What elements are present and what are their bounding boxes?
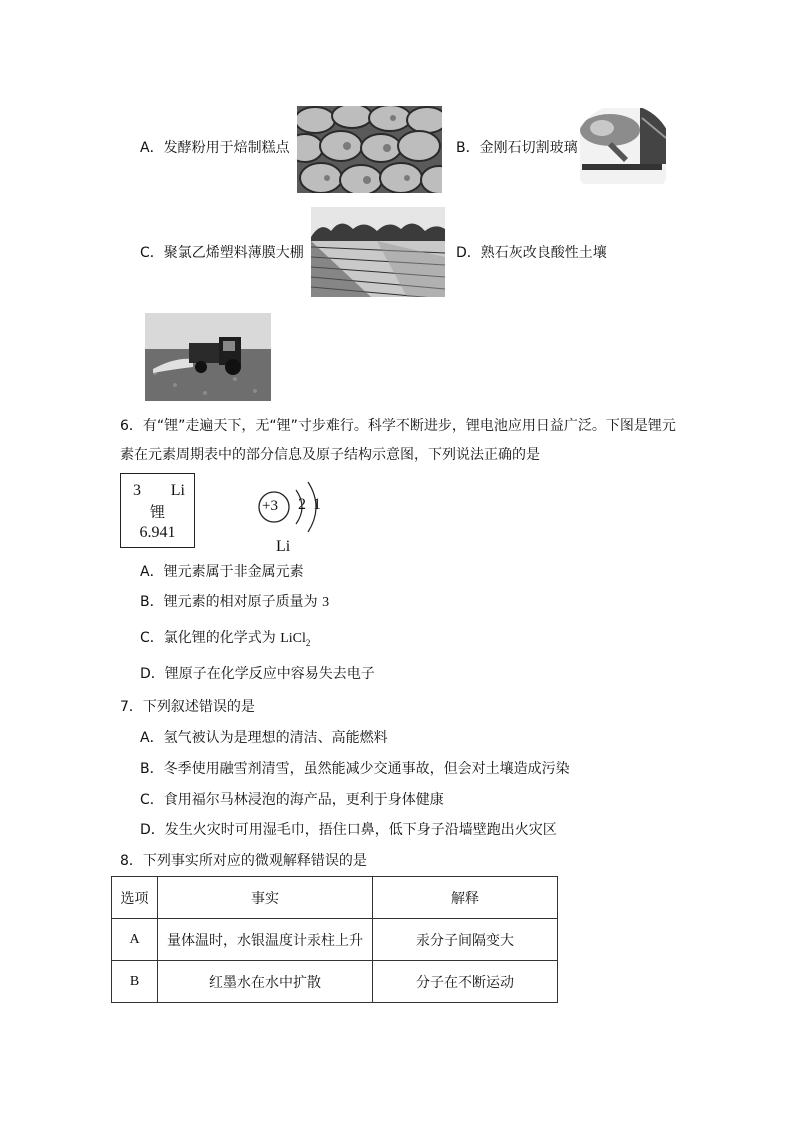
q7-stem: 7．下列叙述错误的是 — [120, 699, 255, 715]
element-symbol: Li — [170, 482, 185, 499]
atom-structure-diagram — [256, 476, 336, 562]
q6-option-b-text: B．锂元素的相对原子质量为 — [140, 594, 323, 610]
row-explanation: 分子在不断运动 — [373, 961, 558, 1003]
atom-label: Li — [276, 538, 291, 555]
q5-option-c: C．聚氯乙烯塑料薄膜大棚 — [140, 245, 304, 261]
tractor-field-photo — [145, 313, 271, 401]
q6-option-c — [140, 629, 310, 652]
q5-option-a: A．发酵粉用于焙制糕点 — [140, 140, 290, 156]
chemical-formula: LiCl — [280, 631, 306, 646]
formula-subscript: 2 — [305, 637, 311, 648]
q6-option-b-value: 3 — [322, 595, 330, 610]
table-header-row — [112, 877, 558, 919]
row-option: A — [112, 919, 158, 961]
header-explanation: 解释 — [373, 877, 558, 919]
q8-table — [111, 876, 558, 1003]
q7-option-d: D．发生火灾时可用湿毛巾，捂住口鼻，低下身子沿墙壁跑出火灾区 — [140, 822, 557, 838]
q6-stem-line2: 素在元素周期表中的部分信息及原子结构示意图，下列说法正确的是 — [120, 447, 540, 463]
q7-option-c: C．食用福尔马林浸泡的海产品，更利于身体健康 — [140, 792, 444, 808]
shell-1-electrons: 2 — [298, 496, 306, 513]
table-row — [112, 919, 558, 961]
row-option: B — [112, 961, 158, 1003]
element-name: 锂 — [149, 503, 165, 521]
q6-option-a: A．锂元素属于非金属元素 — [140, 564, 304, 580]
cookies-photo — [297, 106, 442, 193]
q7-option-a: A．氢气被认为是理想的清洁、高能燃料 — [140, 730, 388, 746]
q5-option-b: B．金刚石切割玻璃 — [456, 140, 578, 156]
q5-option-d: D．熟石灰改良酸性土壤 — [456, 245, 607, 261]
atomic-mass: 6.941 — [139, 524, 176, 541]
glass-cutting-photo — [580, 108, 666, 184]
row-fact: 红墨水在水中扩散 — [158, 961, 373, 1003]
row-explanation: 汞分子间隔变大 — [373, 919, 558, 961]
greenhouse-photo — [311, 207, 445, 297]
row-fact: 量体温时，水银温度计汞柱上升 — [158, 919, 373, 961]
q7-option-b: B．冬季使用融雪剂清雪，虽然能减少交通事故，但会对土壤造成污染 — [140, 761, 570, 777]
q6-option-b — [140, 593, 329, 612]
header-fact: 事实 — [158, 877, 373, 919]
nucleus-charge: +3 — [262, 498, 278, 514]
q8-stem: 8．下列事实所对应的微观解释错误的是 — [120, 853, 367, 869]
element-card-lithium — [120, 473, 195, 548]
q6-option-c-text: C．氯化锂的化学式为 — [140, 630, 281, 646]
shell-2-electrons: 1 — [313, 496, 321, 513]
q6-option-d: D．锂原子在化学反应中容易失去电子 — [140, 666, 375, 682]
table-row — [112, 961, 558, 1003]
header-option: 选项 — [112, 877, 158, 919]
q6-stem-line1: 6．有“锂”走遍天下，无“锂”寸步难行。科学不断进步，锂电池应用日益广泛。下图是锂元 — [120, 418, 676, 434]
atomic-number: 3 — [133, 482, 141, 499]
